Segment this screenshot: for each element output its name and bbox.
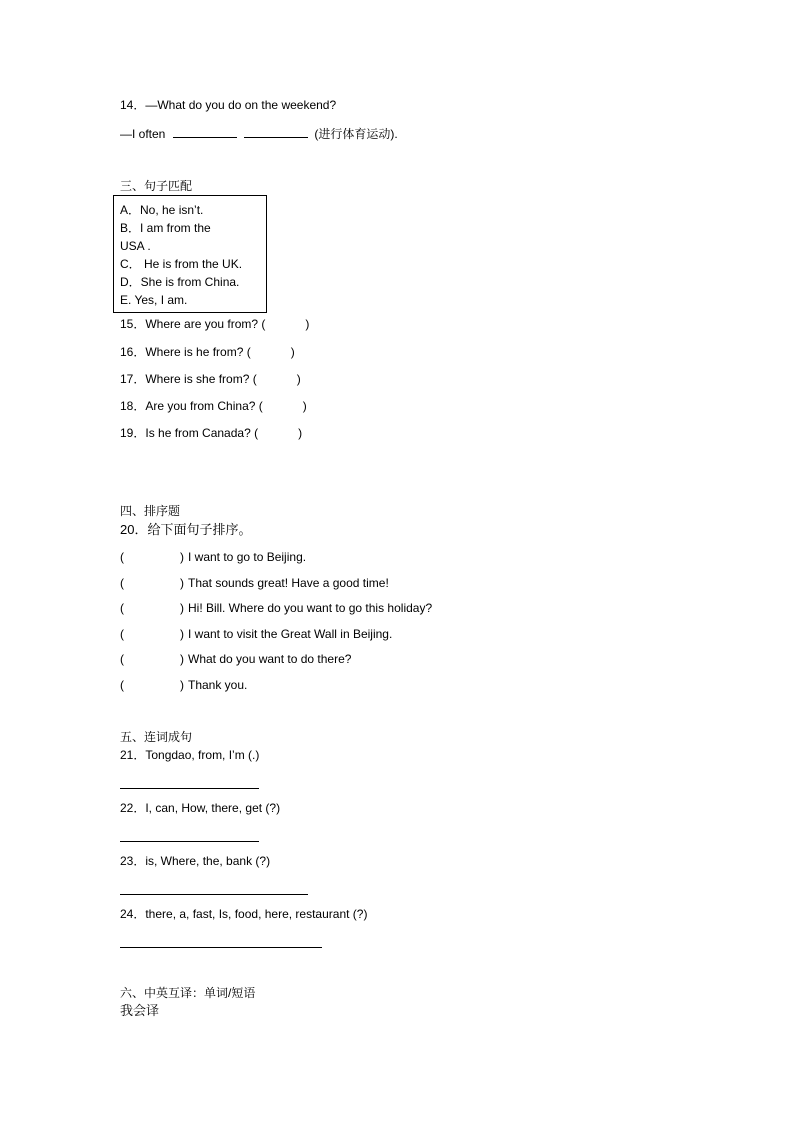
q19-close: ) [298, 426, 303, 440]
order-row-5: ( ) What do you want to do there? [120, 652, 352, 666]
section6-title: 六、中英互译：单词/短语 [120, 986, 256, 1000]
q14-answer-hint: (进行体育运动). [314, 127, 398, 141]
q17 [120, 371, 301, 387]
order-row-1: ( ) I want to go to Beijing. [120, 550, 307, 564]
q19 [120, 425, 302, 441]
option-b-cont: USA . [120, 239, 151, 253]
q18-number: 18． [120, 399, 146, 413]
q14-question-text: —What do you do on the weekend? [145, 98, 337, 112]
q23-answer-line[interactable] [120, 894, 308, 895]
q14-answer [120, 125, 398, 142]
q15-number: 15． [120, 317, 146, 331]
order-row-2: ( ) That sounds great! Have a good time! [120, 576, 389, 590]
q23: 23．is, Where, the, bank (?) [120, 854, 271, 868]
order-sentence-2: That sounds great! Have a good time! [188, 576, 389, 590]
q18 [120, 398, 307, 414]
section3-title: 三、句子匹配 [120, 179, 193, 193]
options-box [113, 195, 267, 313]
order-row-6: ( ) Thank you. [120, 678, 248, 692]
q19-number: 19． [120, 426, 146, 440]
q16 [120, 344, 295, 360]
order-row-3: ( ) Hi! Bill. Where do you want to go this holiday? [120, 601, 433, 615]
q19-text: Is he from Canada? ( [145, 426, 259, 440]
q22-answer-line[interactable] [120, 841, 259, 842]
section6-subtitle: 我会译 [120, 1003, 160, 1018]
order-sentence-5: What do you want to do there? [188, 652, 352, 666]
q17-text: Where is she from? ( [145, 372, 257, 386]
q21: 21．Tongdao, from, I’m (.) [120, 748, 260, 762]
order-sentence-6: Thank you. [188, 678, 248, 692]
q16-text: Where is he from? ( [145, 345, 251, 359]
q21-answer-line[interactable] [120, 788, 259, 789]
section4-title: 四、排序题 [120, 504, 181, 518]
q18-close: ) [302, 399, 307, 413]
q15-text: Where are you from? ( [145, 317, 266, 331]
option-e: E. Yes, I am. [120, 293, 188, 307]
order-sentence-3: Hi! Bill. Where do you want to go this holiday? [188, 601, 433, 615]
q24: 24．there, a, fast, Is, food, here, restaurant (?) [120, 907, 368, 921]
q17-number: 17． [120, 372, 146, 386]
q14-blank-1[interactable] [173, 125, 237, 138]
q14-number: 14． [120, 98, 146, 112]
order-sentence-1: I want to go to Beijing. [188, 550, 307, 564]
q17-close: ) [296, 372, 301, 386]
order-row-4: ( ) I want to visit the Great Wall in Beijing. [120, 627, 393, 641]
order-sentence-4: I want to visit the Great Wall in Beijing. [188, 627, 393, 641]
q24-answer-line[interactable] [120, 947, 322, 948]
q14-answer-prefix: —I often [120, 127, 166, 141]
q15-close: ) [305, 317, 310, 331]
q18-text: Are you from China? ( [145, 399, 263, 413]
q16-number: 16． [120, 345, 146, 359]
option-d: D．She is from China. [120, 275, 240, 289]
section5-title: 五、连词成句 [120, 730, 193, 744]
q14-blank-2[interactable] [244, 125, 308, 138]
section4-instruction: 20．给下面句子排序。 [120, 522, 252, 537]
option-a: A．No, he isn’t. [120, 203, 204, 217]
q16-close: ) [290, 345, 295, 359]
option-c: C． He is from the UK. [120, 257, 243, 271]
q22: 22．I, can, How, there, get (?) [120, 801, 281, 815]
option-b: B．I am from the [120, 221, 211, 235]
q14-question [120, 97, 336, 113]
q15 [120, 316, 309, 332]
